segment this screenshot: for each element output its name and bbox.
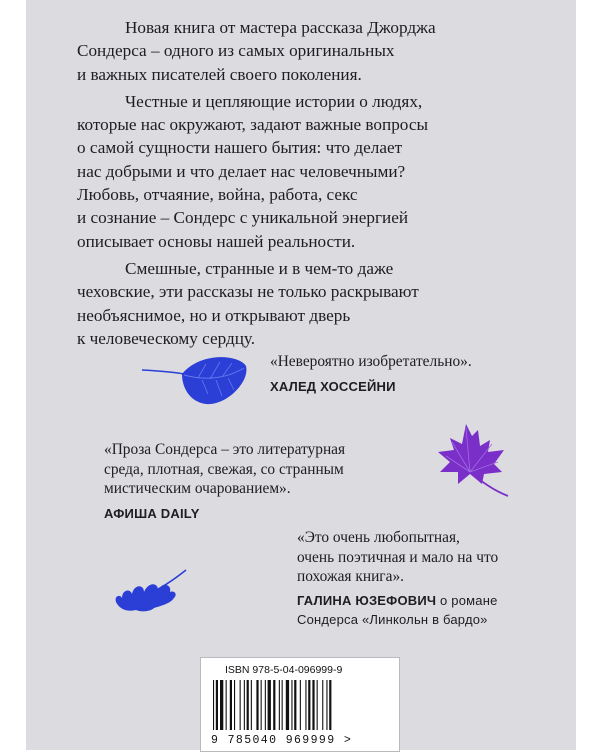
quote-text: «Проза Сондерса – это литературная [104,441,346,458]
author-name: ГАЛИНА ЮЗЕФОВИЧ [297,592,437,608]
blurb-line: о самой сущности нашего бытия: что делает [77,138,403,158]
quote-text: «Это очень любопытная, [297,529,460,546]
blurb-line: Сондерса – одного из самых оригинальных [77,41,395,61]
blue-oak-leaf-icon [110,568,190,618]
blurb-line: Любовь, отчаяние, война, работа, секс [77,185,358,205]
barcode-digits: 9 785040 969999 > [211,734,353,747]
quote-author: АФИША DAILY [104,505,200,521]
quote-text: среда, плотная, свежая, со странным [104,460,344,478]
barcode-panel [200,657,400,752]
barcode-icon [209,680,389,732]
blurb-paragraph-1 [77,16,541,86]
blurb-line: Честные и цепляющие истории о людях, [125,91,423,111]
blurb-paragraph-3 [77,257,541,350]
isbn-label: ISBN 978-5-04-096999-9 [225,664,343,676]
blurb-line: и важных писателей своего поколения. [77,64,362,84]
quote-text: мистическим очарованием». [104,480,291,497]
quote-text: очень поэтичная и мало на что [297,548,499,566]
blurb-line: Смешные, странные и в чем-то даже [125,258,394,278]
blurb-line: которые нас окружают, задают важные вопросы [77,115,429,135]
blurb-paragraph-2 [77,90,541,253]
review-quote-3 [297,528,498,629]
book-blurb [77,16,541,354]
review-quote-1 [270,352,472,396]
quote-author-note: Сондерса «Линкольн в бардо» [297,611,488,627]
purple-maple-leaf-icon [432,420,512,500]
blurb-line: Новая книга от мастера рассказа Джорджа [125,18,436,37]
quote-text: похожая книга». [297,568,404,585]
blurb-line: к человеческому сердцу. [77,328,256,348]
quote-author [297,591,498,610]
blurb-line: нас добрыми и что делает нас человечными? [77,161,406,181]
blue-leaf-icon [140,350,250,410]
quote-text: «Невероятно изобретательно». [270,353,472,370]
quote-author: ХАЛЕД ХОССЕЙНИ [270,378,396,394]
blurb-line: и сознание – Сондерс с уникальной энергией [77,208,409,228]
author-note: о романе [436,592,498,608]
blurb-line: чеховские, эти рассказы не только раскрывают [77,282,419,302]
blurb-line: необъяснимое, но и открывают дверь [77,305,351,325]
review-quote-2 [104,440,345,523]
blurb-line: описывает основы нашей реальности. [77,231,356,251]
